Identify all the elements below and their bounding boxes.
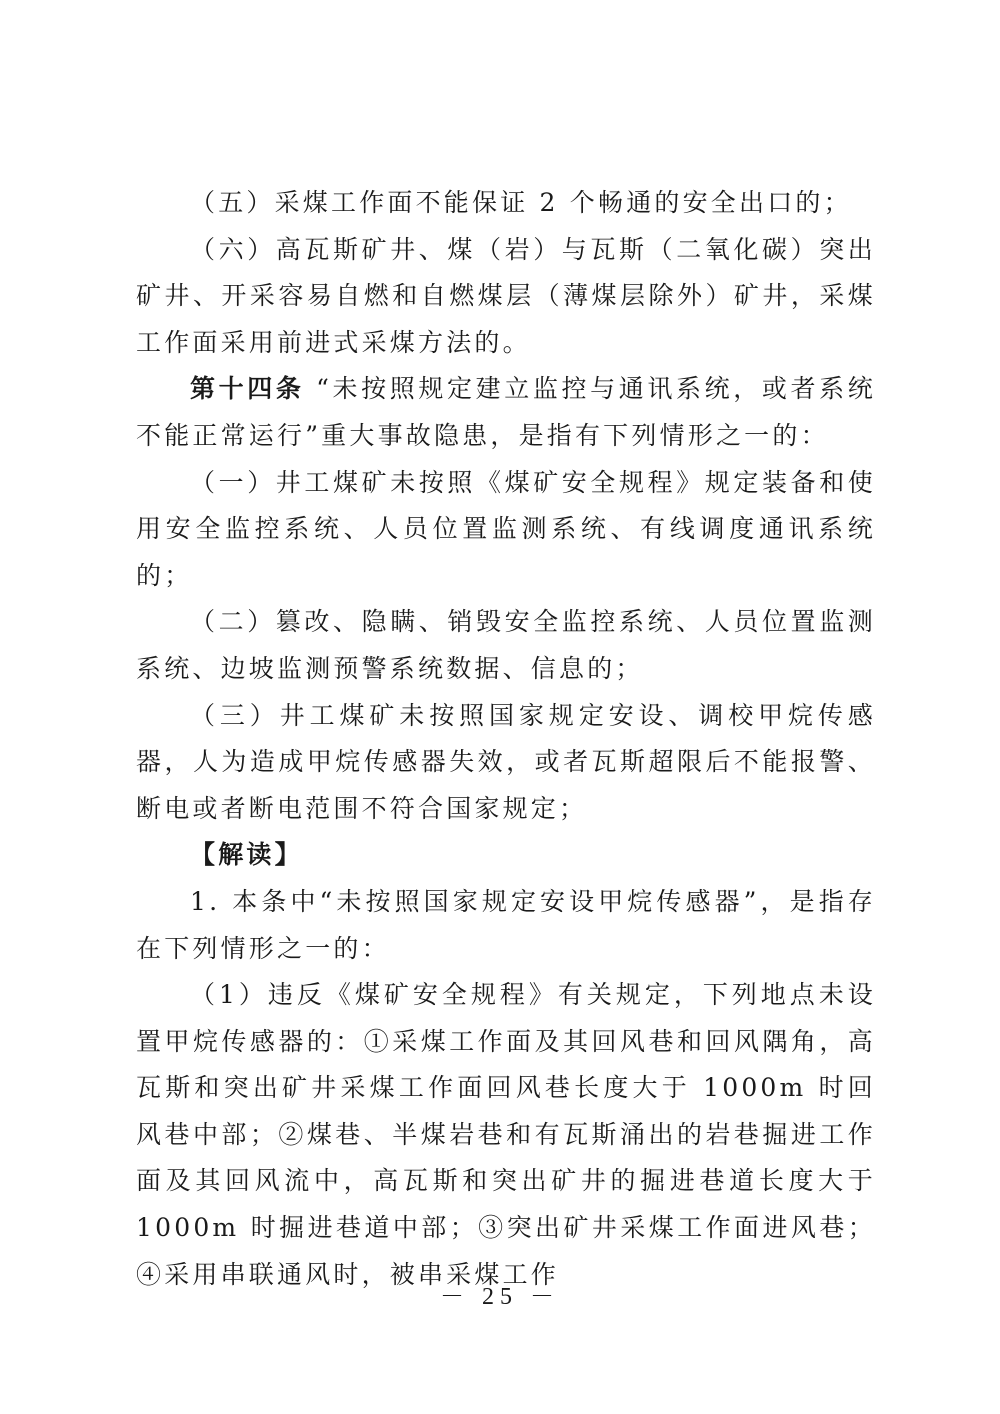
interpretation-subpoint-one: （1）违反《煤矿安全规程》有关规定，下列地点未设置甲烷传感器的：①采煤工作面及其回风巷和回风隅角，高瓦斯和突出矿井采煤工作面回风巷长度大于 1000m 时回风巷中部；②煤巷、半煤岩巷和有瓦斯涌出的岩巷掘进工作面及其回风流中，高瓦斯和突出矿井的掘进巷道长度大于 1000m 时掘进巷道中部；③突出矿井采煤工作面进风巷；④采用串联通风时，被串采煤工作 bbox=[136, 980, 876, 1289]
paragraph-item-two: （二）篡改、隐瞒、销毁安全监控系统、人员位置监测系统、边坡监测预警系统数据、信息的； bbox=[136, 607, 876, 683]
paragraph-item-six: （六）高瓦斯矿井、煤（岩）与瓦斯（二氧化碳）突出矿井、开采容易自燃和自燃煤层（薄煤层除外）矿井，采煤工作面采用前进式采煤方法的。 bbox=[136, 234, 876, 357]
paragraph-item-three: （三）井工煤矿未按照国家规定安设、调校甲烷传感器，人为造成甲烷传感器失效，或者瓦斯超限后不能报警、断电或者断电范围不符合国家规定； bbox=[136, 700, 876, 823]
article-fourteen-text: “未按照规定建立监控与通讯系统，或者系统不能正常运行”重大事故隐患，是指有下列情形之一的： bbox=[136, 374, 876, 450]
document-body bbox=[136, 180, 876, 1298]
page-number: － 25 － bbox=[440, 1284, 560, 1310]
article-fourteen-label: 第十四条 bbox=[190, 374, 305, 404]
article-fourteen-paragraph bbox=[136, 366, 876, 459]
paragraph-item-five: （五）采煤工作面不能保证 2 个畅通的安全出口的； bbox=[190, 188, 852, 217]
paragraph-item-one: （一）井工煤矿未按照《煤矿安全规程》规定装备和使用安全监控系统、人员位置监测系统、有线调度通讯系统的； bbox=[136, 467, 876, 590]
interpretation-heading: 【解读】 bbox=[190, 840, 303, 870]
interpretation-point-one: 1. 本条中“未按照国家规定安设甲烷传感器”，是指存在下列情形之一的： bbox=[136, 886, 876, 963]
